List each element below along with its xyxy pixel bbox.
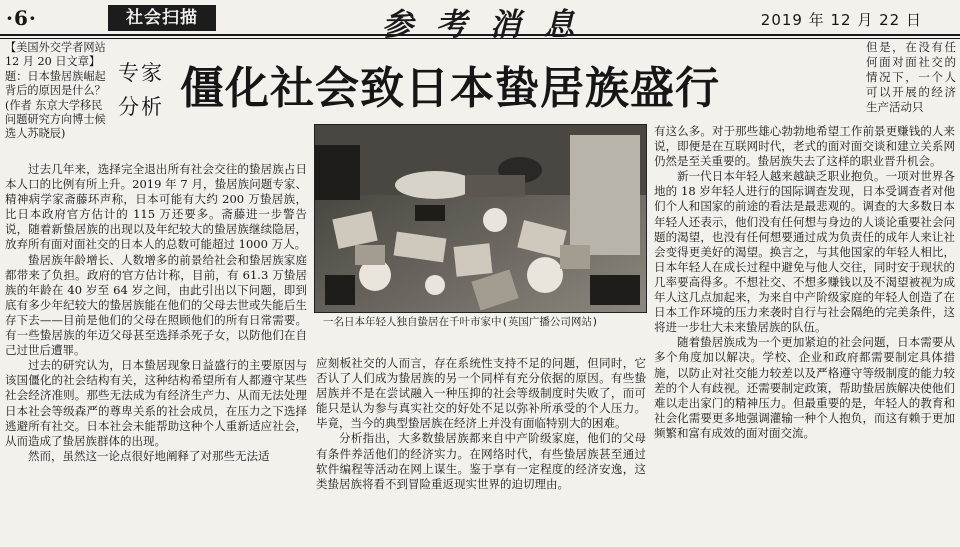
paragraph: 应刻板社交的人而言，存在系统性支持不足的问题，但同时，它否认了人们成为蛰居族的另一个同样有充分依据的原因。有些蛰居族并不是在尝试融入一种压抑的社会等级制度时失败了，而可能只是认为参与真实社交的好处不足以弥补所承受的个人压力。毕竟，当今的典型蛰居族在经济上并没有面临特别大的困难。 (316, 356, 646, 431)
photo-illustration (315, 125, 646, 312)
source-note: 【美国外交学者网站 12 月 20 日文章】题：日本蛰居族崛起背后的原因是什么？(作者 东京大学移民问题研究方向博士候选人苏晓辰) (5, 41, 106, 141)
article-column-2 (316, 356, 646, 545)
photo-caption: 一名日本年轻人独自蛰居在千叶市家中(英国广播公司网站) (323, 316, 599, 328)
paragraph: 分析指出，大多数蛰居族都来自中产阶级家庭，他们的父母有条件养活他们的经济实力。在网络时代，有些蛰居族甚至通过软件编程等活动在网上谋生。鉴于享有一定程度的经济安逸，这类蛰居族将看不到冒险重返现实世界的迫切理由。 (316, 431, 646, 491)
column-3-top-text: 但是，在没有任何面对面社交的情况下，一个人可以开展的经济生产活动只 (866, 40, 956, 114)
headline: 僵化社会致日本蛰居族盛行 (180, 63, 720, 114)
paragraph: 然而，虽然这一论点很好地阐释了对那些无法适 (28, 448, 270, 463)
section-tag: 社会扫描 (108, 5, 216, 31)
page-number: ·6· (6, 6, 37, 30)
paragraph: 过去几年来，选择完全退出所有社会交往的蛰居族占日本人口的比例有所上升。2019 年 7 月，蛰居族问题专家、精神病学家斋藤环声称，日本可能有大约 200 万蛰居族，比日本政府官方估计的 115 万还要多。斋藤进一步警告说，随着新蛰居族的出现以及年纪较大的蛰居族继续隐居，放弃所有面对面社交的日本人的总数可能超过 1000 万人。 (5, 162, 307, 252)
paragraph: 随着蛰居族成为一个更加紧迫的社会问题，日本需要从多个角度加以解决。学校、企业和政府都需要制定具体措施，以防止对社交能力较差以及严格遵守等级制度的能力较差的个人有歧视。还需要制定政策，帮助蛰居族解决使他们难以走出家门的精神压力。但最重要的是，年轻人的教育和社会化需要更多地强调灌输一种个人抱负，而这有赖于更加频繁和富有成效的面对面交流。 (654, 335, 955, 440)
kicker (118, 56, 178, 124)
masthead (0, 0, 960, 43)
newspaper-logo: 参 考 消 息 (382, 7, 581, 43)
article-column-3 (654, 124, 955, 545)
kicker-line: 分析 (118, 95, 164, 119)
paragraph: 有这么多。对于那些雄心勃勃地希望工作前景更赚钱的人来说，即便是在互联网时代，老式的面对面交谈和建立关系网仍然是至关重要的。蛰居族失去了这样的职业晋升机会。 (654, 124, 955, 169)
publication-date: 2019 年 12 月 22 日 (760, 11, 922, 29)
masthead-rule (0, 34, 960, 36)
kicker-line: 专家 (118, 61, 164, 85)
paragraph: 新一代日本年轻人越来越缺乏职业抱负。一项对世界各地的 18 岁年轻人进行的国际调查发现，日本受调查者对他们个人和国家的前途的看法是最悲观的。调查的大多数日本年轻人还表示，他们没有任何想与身边的人谈论重要社会问题的渴望，也没有任何想要通过成为负责任的成年人来让社会变得更美好的渴望。换言之，与其他国家的年轻人相比，日本年轻人在成长过程中避免与他人交往，同时安于现状的几率要高得多。不想社交、不想多赚钱以及不渴望被视为成年人这几点加起来，为来自中产阶级家庭的年轻人创造了在日本工作环境的压力来袭时自行与社会隔绝的完美条件，这将进一步壮大未来蛰居族的队伍。 (654, 169, 955, 335)
article-column-1 (5, 162, 307, 545)
article-photo (315, 125, 646, 312)
paragraph: 蛰居族年龄增长、人数增多的前景给社会和蛰居族家庭都带来了负担。政府的官方估计称，目前，有 61.3 万蛰居族的年龄在 40 岁至 64 岁之间，由此引出以下问题，即到底有多少年纪较大的蛰居族能在他们的父母去世或失能后生存下去——目前是他们的父母在照顾他们的所有日常需要。有一些蛰居族的年迈父母甚至选择杀死子女，以防他们在自己过世后遭罪。 (5, 252, 307, 358)
masthead-rule-thin (0, 38, 960, 39)
paragraph: 过去的研究认为，日本蛰居现象日益盛行的主要原因与该国僵化的社会结构有关，这种结构希望所有人都遵守某些社会经济准则。那些无法成为有经济生产力、从而无法处理日本社会等级森严的尊卑关系的社会成员，在压力之下选择逃避所有社交。日本社会未能帮助这种个人重新适应社会，从而造成了蛰居族群体的出现。 (5, 358, 307, 448)
